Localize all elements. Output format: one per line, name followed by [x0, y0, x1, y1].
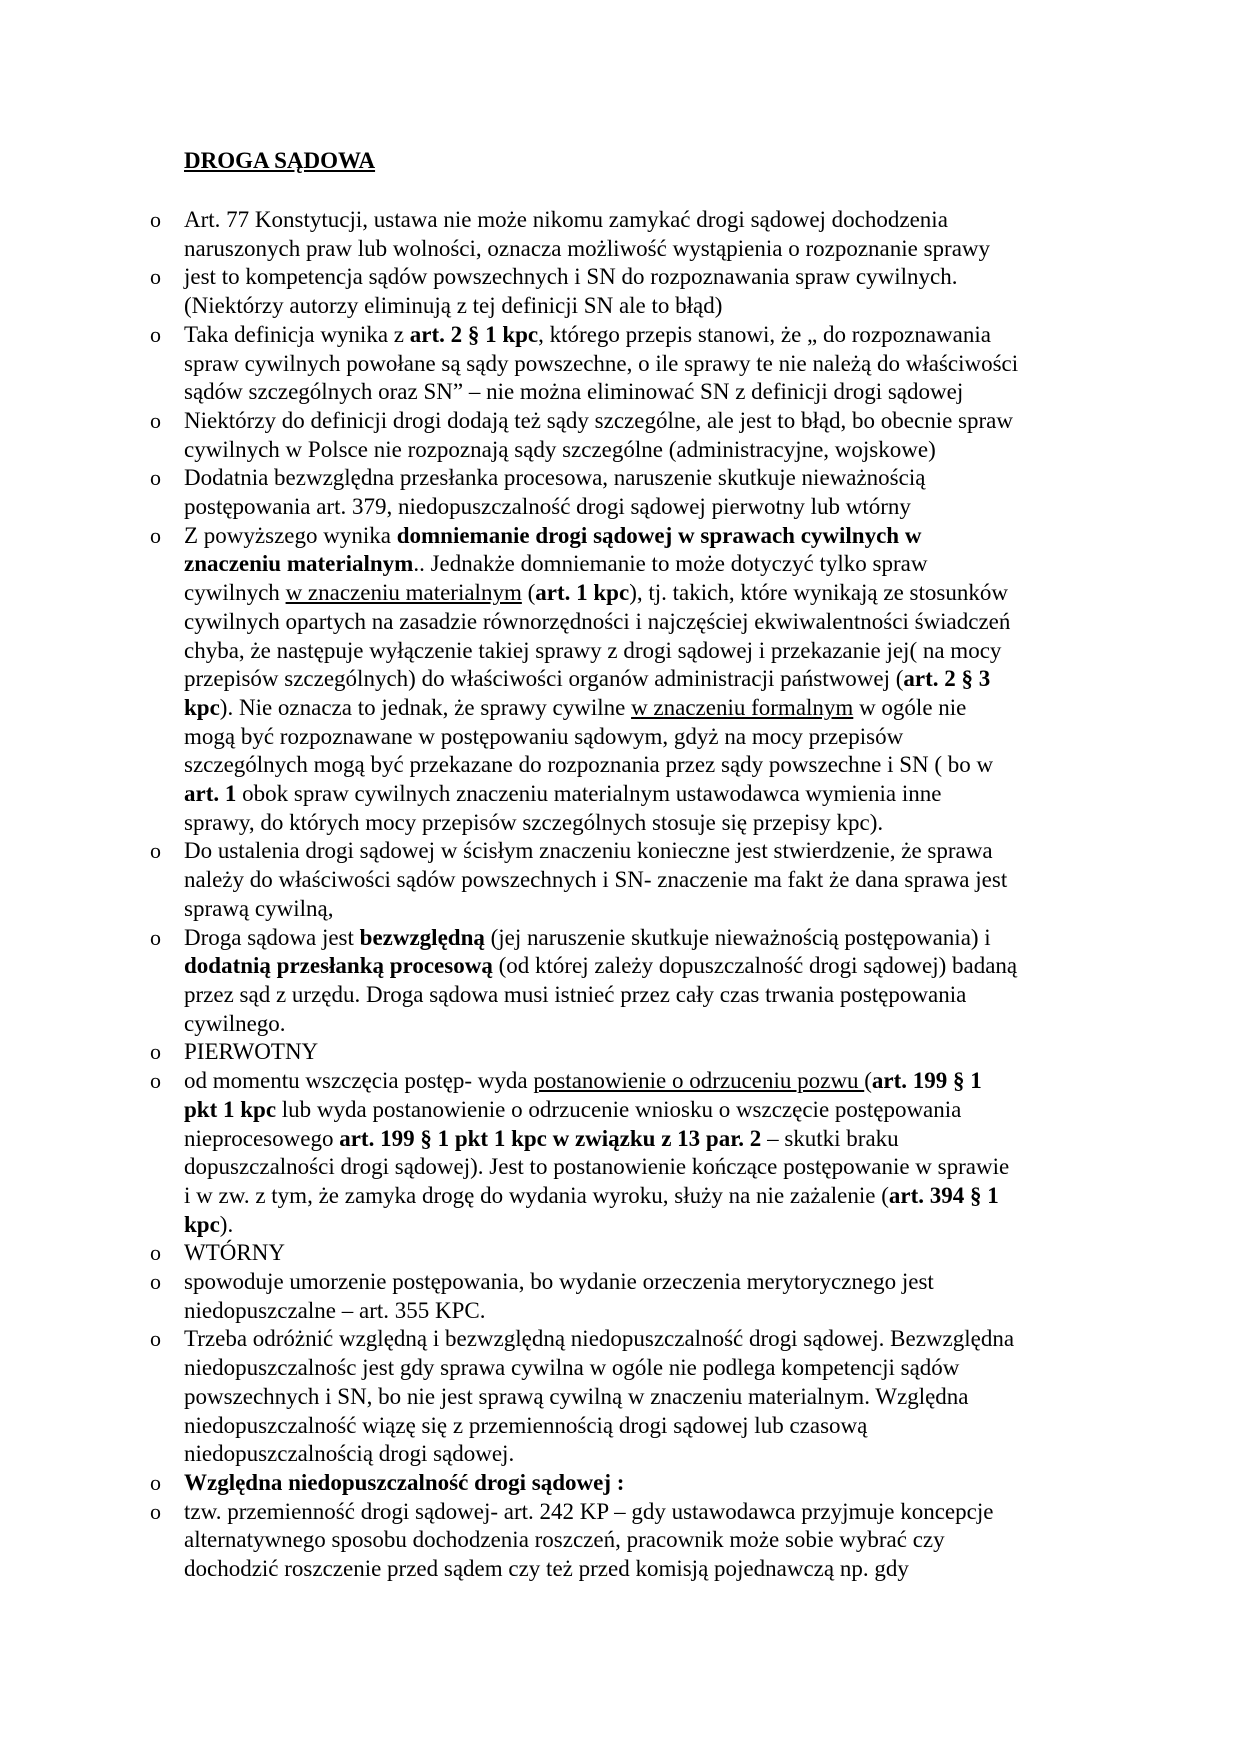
bold-text: art. 1 kpc [535, 580, 630, 606]
text-segment: sprawą cywilną, [184, 895, 334, 921]
bold-text: kpc [184, 694, 220, 720]
list-item [0, 837, 1240, 923]
bullet-marker-icon: o [150, 1326, 161, 1352]
text-line [184, 723, 1240, 752]
text-line [184, 1067, 1240, 1096]
text-segment: i w zw. z tym, że zamyka drogę do wydania wyroku, służy na nie zażalenie ( [184, 1182, 889, 1208]
text-segment: dochodzić roszczenie przed sądem czy też przed komisją pojednawczą np. gdy [184, 1556, 909, 1582]
bold-text: kpc [184, 1211, 220, 1237]
bullet-marker-icon: o [150, 1498, 161, 1524]
list-item [0, 522, 1240, 838]
text-line [184, 493, 1240, 522]
text-line [184, 436, 1240, 465]
bold-text: znaczeniu materialnym [184, 551, 414, 577]
list-item [0, 263, 1240, 320]
text-segment: tzw. przemienność drogi sądowej- art. 242 KP – gdy ustawodawca przyjmuje koncepcje [184, 1498, 994, 1524]
text-line [184, 1498, 1240, 1527]
list-item [0, 206, 1240, 263]
text-segment: Z powyższego wynika [184, 522, 397, 548]
text-line [184, 522, 1240, 551]
bold-text: art. 394 § 1 [888, 1182, 999, 1208]
list-item [0, 1038, 1240, 1067]
text-line [184, 895, 1240, 924]
bullet-marker-icon: o [150, 465, 161, 491]
text-segment: niedopuszczalnośc jest gdy sprawa cywilna w ogóle nie podlega kompetencji sądów [184, 1355, 960, 1381]
text-segment: spowoduje umorzenie postępowania, bo wydanie orzeczenia merytorycznego jest [184, 1269, 934, 1295]
list-item [0, 1239, 1240, 1268]
bullet-marker-icon: o [150, 1039, 161, 1065]
text-line [184, 952, 1240, 981]
text-line [184, 866, 1240, 895]
list-item [0, 924, 1240, 1039]
text-segment: Do ustalenia drogi sądowej w ścisłym znaczeniu konieczne jest stwierdzenie, że sprawa [184, 838, 993, 864]
text-segment: powszechnych i SN, bo nie jest sprawą cywilną w znaczeniu materialnym. Względna [184, 1383, 969, 1409]
text-line [184, 1239, 1240, 1268]
bold-text: Względna niedopuszczalność drogi sądowej : [184, 1469, 625, 1495]
text-line [184, 694, 1240, 723]
text-line [184, 1526, 1240, 1555]
text-segment: sądów szczególnych oraz SN” – nie można eliminować SN z definicji drogi sądowej [184, 379, 964, 405]
underlined-text: w znaczeniu materialnym [285, 580, 522, 606]
text-segment: szczególnych mogą być przekazane do rozpoznania przez sądy powszechne i SN ( bo w [184, 752, 994, 778]
text-segment: sprawy, do których mocy przepisów szczególnych stosuje się przepisy kpc). [184, 809, 884, 835]
text-segment: ). [219, 1211, 234, 1237]
text-line [184, 780, 1240, 809]
text-segment: ( [864, 1068, 872, 1094]
text-segment: jest to kompetencja sądów powszechnych i SN do rozpoznawania spraw cywilnych. [184, 264, 958, 290]
list-item [0, 1498, 1240, 1584]
bullet-list [0, 206, 1240, 1584]
list-item [0, 407, 1240, 464]
bullet-marker-icon: o [150, 321, 161, 347]
bullet-marker-icon: o [150, 1068, 161, 1094]
bold-text: art. 199 § 1 pkt 1 kpc w związku z 13 par. 2 [339, 1125, 762, 1151]
text-line [184, 350, 1240, 379]
text-line [184, 665, 1240, 694]
text-segment: od momentu wszczęcia postęp- wyda [184, 1068, 534, 1094]
text-line [184, 464, 1240, 493]
text-segment: Taka definicja wynika z [184, 321, 410, 347]
text-segment: , którego przepis stanowi, że „ do rozpoznawania [538, 321, 991, 347]
text-line [184, 1412, 1240, 1441]
text-line [184, 407, 1240, 436]
text-segment: PIERWOTNY [184, 1039, 319, 1065]
bullet-marker-icon: o [150, 924, 161, 950]
text-segment: nieprocesowego [184, 1125, 340, 1151]
text-segment: – skutki braku [761, 1125, 899, 1151]
underlined-text: w znaczeniu formalnym [631, 694, 854, 720]
text-line [184, 1555, 1240, 1584]
bullet-marker-icon: o [150, 522, 161, 548]
bold-text: art. 1 [184, 781, 237, 807]
bullet-marker-icon: o [150, 407, 161, 433]
text-line [184, 1125, 1240, 1154]
text-segment: Niektórzy do definicji drogi dodają też sądy szczególne, ale jest to błąd, bo obecnie spraw [184, 407, 1013, 433]
bullet-marker-icon: o [150, 838, 161, 864]
text-line [184, 751, 1240, 780]
text-line [184, 809, 1240, 838]
text-line [184, 1325, 1240, 1354]
text-line [184, 1096, 1240, 1125]
text-line [184, 1038, 1240, 1067]
text-line [184, 608, 1240, 637]
text-segment: (Niektórzy autorzy eliminują z tej definicji SN ale to błąd) [184, 293, 723, 319]
text-segment: niedopuszczalne – art. 355 KPC. [184, 1297, 486, 1323]
text-segment: (jej naruszenie skutkuje nieważnością postępowania) i [484, 924, 991, 950]
text-segment: (od której zależy dopuszczalność drogi sądowej) badaną [492, 953, 1018, 979]
text-segment: .. Jednakże domniemanie to może dotyczyć tylko spraw [413, 551, 928, 577]
underlined-text: postanowienie o odrzuceniu pozwu [533, 1068, 865, 1094]
list-item [0, 321, 1240, 407]
text-segment: lub wyda postanowienie o odrzucenie wniosku o wszczęcie postępowania [276, 1096, 962, 1122]
text-segment: Droga sądowa jest [184, 924, 360, 950]
text-line [184, 550, 1240, 579]
bullet-marker-icon: o [150, 1469, 161, 1495]
bullet-marker-icon: o [150, 264, 161, 290]
text-segment: WTÓRNY [184, 1240, 285, 1266]
text-line [184, 1440, 1240, 1469]
text-line [184, 837, 1240, 866]
text-segment: w ogóle nie [853, 694, 967, 720]
list-item [0, 1469, 1240, 1498]
text-segment: naruszonych praw lub wolności, oznacza możliwość wystąpienia o rozpoznanie sprawy [184, 235, 991, 261]
text-segment: postępowania art. 379, niedopuszczalność drogi sądowej pierwotny lub wtórny [184, 494, 911, 520]
text-line [184, 1153, 1240, 1182]
text-segment: Trzeba odróżnić względną i bezwzględną niedopuszczalność drogi sądowej. Bezwzględna [184, 1326, 1015, 1352]
text-segment: przez sąd z urzędu. Droga sądowa musi istnieć przez cały czas trwania postępowania [184, 981, 967, 1007]
text-segment: obok spraw cywilnych znaczeniu materialnym ustawodawca wymienia inne [236, 781, 942, 807]
document-title: DROGA SĄDOWA [184, 148, 376, 173]
text-segment: Dodatnia bezwzględna przesłanka procesowa, naruszenie skutkuje nieważnością [184, 465, 926, 491]
text-segment: przepisów szczególnych) do właściwości organów administracji państwowej ( [184, 666, 904, 692]
text-line [184, 637, 1240, 666]
bullet-marker-icon: o [150, 1269, 161, 1295]
text-line [184, 1354, 1240, 1383]
text-line [184, 1010, 1240, 1039]
text-line [184, 378, 1240, 407]
bullet-marker-icon: o [150, 207, 161, 232]
text-segment: cywilnych w Polsce nie rozpoznają sądy szczególne (administracyjne, wojskowe) [184, 436, 936, 462]
text-segment: niedopuszczalnością drogi sądowej. [184, 1441, 515, 1467]
text-line [184, 1268, 1240, 1297]
text-line [184, 924, 1240, 953]
text-segment: Art. 77 Konstytucji, ustawa nie może nikomu zamykać drogi sądowej dochodzenia [184, 207, 948, 232]
text-segment: dopuszczalności drogi sądowej). Jest to postanowienie kończące postępowanie w sprawie [184, 1154, 1010, 1180]
text-segment: ), tj. takich, które wynikają ze stosunków [629, 580, 1008, 606]
text-line [184, 1211, 1240, 1240]
text-line [184, 206, 1240, 235]
text-line [184, 292, 1240, 321]
bullet-marker-icon: o [150, 1240, 161, 1266]
text-line [184, 981, 1240, 1010]
text-segment: spraw cywilnych powołane są sądy powszechne, o ile sprawy te nie należą do właściwości [184, 350, 1019, 376]
bold-text: art. 199 § 1 [871, 1068, 982, 1094]
text-segment: cywilnych opartych na zasadzie równorzędności i najczęściej ekwiwalentności świadczeń [184, 608, 1011, 634]
bold-text: bezwzględną [359, 924, 485, 950]
text-segment: cywilnych [184, 580, 286, 606]
text-segment: ( [521, 580, 536, 606]
list-item [0, 464, 1240, 521]
text-segment: mogą być rozpoznawane w postępowaniu sądowym, gdyż na mocy przepisów [184, 723, 904, 749]
bold-text: art. 2 § 3 [903, 666, 991, 692]
text-segment: alternatywnego sposobu dochodzenia roszczeń, pracownik może sobie wybrać czy [184, 1527, 945, 1553]
text-segment: należy do właściwości sądów powszechnych i SN- znaczenie ma fakt że dana sprawa jest [184, 867, 1008, 893]
list-item [0, 1067, 1240, 1239]
text-line [184, 579, 1240, 608]
bold-text: art. 2 § 1 kpc [409, 321, 539, 347]
bold-text: dodatnią przesłanką procesową [184, 953, 493, 979]
text-segment: niedopuszczalność wiązę się z przemiennością drogi sądowej lub czasową [184, 1412, 868, 1438]
text-line [184, 263, 1240, 292]
text-line [184, 1297, 1240, 1326]
text-segment: ). Nie oznacza to jednak, że sprawy cywilne [219, 694, 632, 720]
text-line [184, 1182, 1240, 1211]
list-item [0, 1325, 1240, 1469]
text-line [184, 235, 1240, 264]
bold-text: pkt 1 kpc [184, 1096, 277, 1122]
list-item [0, 1268, 1240, 1325]
text-segment: chyba, że następuje wyłączenie takiej sprawy z drogi sądowej i przekazanie jej( na mocy [184, 637, 1002, 663]
bold-text: domniemanie drogi sądowej w sprawach cywilnych w [396, 522, 922, 548]
text-line [184, 1469, 1240, 1498]
text-segment: cywilnego. [184, 1010, 286, 1036]
text-line [184, 1383, 1240, 1412]
text-line [184, 321, 1240, 350]
